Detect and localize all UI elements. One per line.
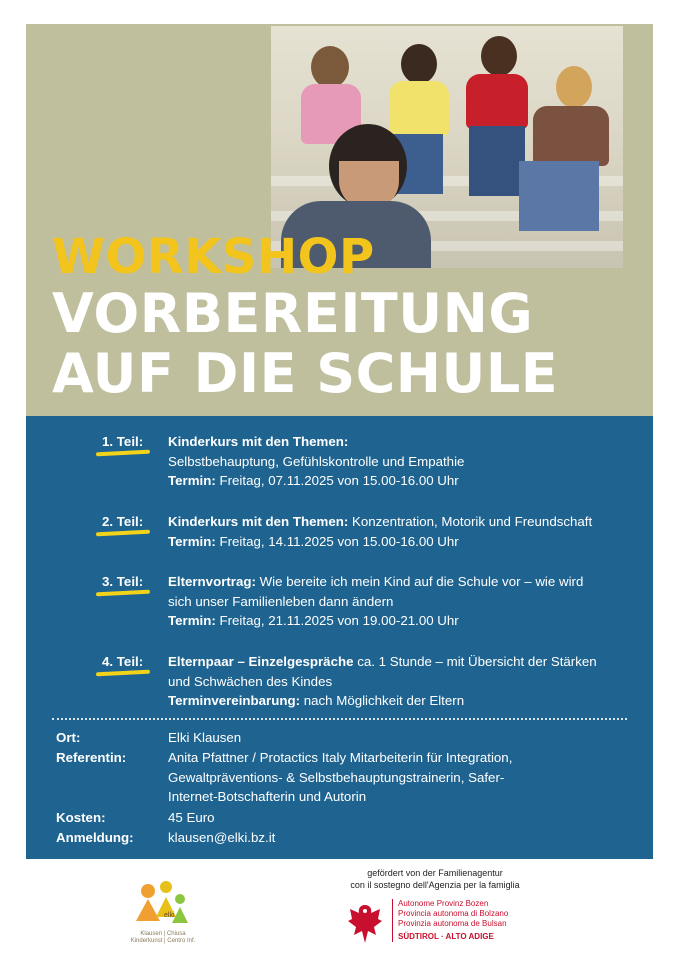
part-label: 4. Teil: [102,654,144,669]
termin-value: Freitag, 14.11.2025 von 15.00-16.00 Uhr [215,533,459,549]
termin-value: nach Möglichkeit der Eltern [300,693,465,708]
part-title: Elternpaar – Einzelgespräche [168,654,354,669]
part-body [168,652,638,711]
termin-value: Freitag, 07.11.2025 von 15.00-16.00 Uhr [215,473,459,488]
info-key: Referentin: [56,750,127,765]
part-label: 3. Teil: [102,574,144,589]
info-value [168,748,628,807]
termin-label: Terminvereinbarung: [168,693,301,708]
termin-value: Freitag, 21.11.2025 von 19.00-21.00 Uhr [215,613,459,628]
part-body [168,572,638,631]
headline [52,229,652,405]
part-title: Kinderkurs mit den Themen: [168,514,349,529]
termin-label: Termin: [168,473,216,488]
part-title: Elternvortrag: [168,574,256,589]
part-body [168,432,638,491]
svg-text:elki: elki [164,912,175,919]
program-panel [26,416,653,859]
part-title-rest: Wie bereite ich mein Kind auf die Schule vor – wie wird [255,574,584,589]
info-key: Kosten: [56,810,106,825]
termin-label: Termin: [168,613,216,628]
headline-line-1: VORBEREITUNG [52,282,534,345]
info-value: 45 Euro [168,810,215,825]
part-label: 1. Teil: [102,434,144,449]
part-topics: Selbstbehauptung, Gefühlskontrolle und Empathie [168,453,465,469]
info-value: Elki Klausen [168,730,242,745]
elki-logo-caption: Klausen | Chiusa Kinderkunst | Centro Inf. [130,931,196,944]
sponsor-text: gefördert von der Familienagentur con il sostegno dell'Agenzia per la famiglia [350,868,520,890]
footer [0,859,679,960]
part-topics: sich unser Familienleben dann ändern [168,593,394,609]
elki-logo-icon [128,877,198,931]
elki-logo [128,877,198,947]
info-key: Ort: [56,730,81,745]
part-title-rest: ca. 1 Stunde – mit Übersicht der Stärken [353,654,597,669]
province-logo-text: Autonome Provinz Bozen Provincia autonoma di Bolzano Provinzia autonoma de Bulsan SÜDTIROL · ALTO ADIGE [392,899,508,942]
part-title: Kinderkurs mit den Themen: [168,434,349,449]
part-label: 2. Teil: [102,514,144,529]
eagle-crest-icon [346,901,384,945]
part-title-rest: Konzentration, Motorik und Freundschaft [348,514,593,529]
info-key: Anmeldung: [56,830,134,845]
email-link[interactable]: klausen@elki.bz.it [168,830,276,845]
info-value-line: Anita Pfattner / Protactics Italy Mitarbeiterin für Integration, [168,750,513,765]
headline-workshop: WORKSHOP [52,229,375,285]
headline-line-2: AUF DIE SCHULE [52,342,559,405]
info-value-line: Internet-Botschafterin und Autorin [168,789,367,804]
part-topics: und Schwächen des Kindes [168,673,333,689]
info-value-line: Gewaltpräventions- & Selbstbehauptungstrainerin, Safer- [168,769,505,785]
termin-label: Termin: [168,533,216,549]
part-body [168,512,638,551]
dotted-divider [52,718,627,720]
